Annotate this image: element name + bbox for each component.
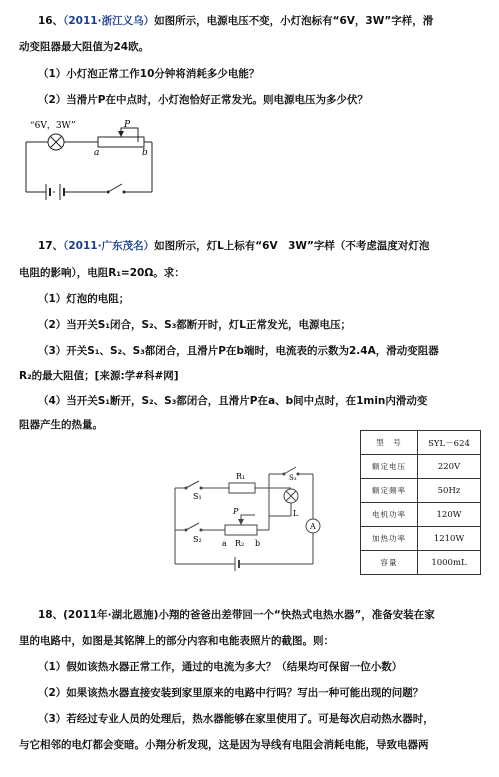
q17-label-l: L (293, 509, 299, 518)
q17-switch-s1-icon (185, 481, 203, 490)
q17-rheostat-r2 (225, 525, 257, 535)
q16-end-b: b (142, 148, 148, 158)
spec-key: 电机功率 (361, 503, 418, 527)
q17-label-s3: S₃ (289, 474, 297, 482)
q16-bulb-rating: “6V，3W” (30, 121, 76, 131)
q16-stem-1: 如图所示，电源电压不变，小灯泡标有“6V，3W”字样，滑 (154, 15, 434, 27)
q17-stem-line-1 (0, 239, 499, 253)
table-row (361, 503, 481, 527)
q17-end-a: a (222, 539, 227, 548)
q17-source: （2011·广东茂名） (63, 240, 155, 252)
q17-sub3-line-2: R₂的最大阻值；[来源:学#科#网] (19, 370, 179, 382)
q16-battery-icon (46, 184, 64, 200)
spec-value: 1000mL (418, 551, 481, 575)
spec-value: SYL－624 (418, 431, 481, 455)
q16-number: 16、 (38, 15, 64, 27)
q18-stem-1: 小翔的爸爸出差带回一个“快热式电热水器”，准备安装在家 (158, 609, 435, 621)
q17-sub2: （2）当开关S₁闭合，S₂、S₃都断开时，灯L正常发光，电源电压； (38, 319, 351, 331)
q16-switch-icon (107, 184, 126, 194)
q17-slider-p: P (233, 507, 239, 516)
table-row (361, 551, 481, 575)
spec-key: 容量 (361, 551, 418, 575)
q18-stem-line-1 (0, 608, 499, 622)
q17-lamp-icon (284, 489, 298, 503)
table-row (361, 455, 481, 479)
q16-source: （2011·浙江义乌） (63, 15, 155, 27)
q18-sub3-line-2: 与它相邻的电灯都会变暗。小翔分析发现，这是因为导线有电阻会消耗电能，导致电器两 (19, 739, 429, 751)
q18-stem-2: 里的电路中，如图是其铭牌上的部分内容和电能表照片的截图。则： (19, 635, 334, 647)
q17-circuit-figure (165, 466, 335, 574)
q17-switch-s2-icon (185, 523, 203, 532)
q16-end-a: a (94, 148, 100, 158)
q17-label-s2: S₂ (193, 535, 202, 544)
q17-label-r2: R₂ (235, 539, 245, 548)
table-row (361, 431, 481, 455)
q17-resistor-r1 (229, 483, 255, 493)
q17-sub4-line-2: 阻器产生的热量。 (19, 419, 103, 431)
q17-ammeter-icon (306, 519, 320, 533)
spec-value: 1210W (418, 527, 481, 551)
q17-stem-2: 电阻的影响），电阻R₁=20Ω。求： (19, 267, 185, 279)
table-row (361, 479, 481, 503)
q18-sub1: （1）假如该热水器正常工作，通过的电流为多大？（结果均可保留一位小数） (38, 661, 403, 673)
spec-key: 型 号 (361, 431, 418, 455)
spec-key: 额定频率 (361, 479, 418, 503)
q17-sub4-line-1: （4）当开关S₁断开，S₂、S₃都闭合，且滑片P在a、b间中点时，在1min内滑动变 (38, 395, 428, 407)
q17-stem-1: 如图所示，灯L上标有“6V 3W”字样（不考虑温度对灯泡 (154, 240, 430, 252)
q16-stem-2: 动变阻器最大阻值为24欧。 (19, 41, 150, 53)
q17-number: 17、 (38, 240, 64, 252)
q16-stem-line-1 (0, 14, 499, 28)
q18-number: 18、 (38, 609, 64, 621)
spec-key: 加热功率 (361, 527, 418, 551)
q18-sub2: （2）如果该热水器直接安装到家里原来的电路中行吗？写出一种可能出现的问题？ (38, 687, 424, 699)
q17-label-r1: R₁ (236, 472, 246, 481)
q17-sub3-line-1: （3）开关S₁、S₂、S₃都闭合，且滑片P在b端时，电流表的示数为2.4A，滑动变阻器 (38, 345, 439, 357)
q18-source: (2011年·湖北恩施) (63, 609, 159, 621)
table-row (361, 527, 481, 551)
q18-sub3-line-1: （3）若经过专业人员的处理后，热水器能够在家里使用了。可是每次启动热水器时， (38, 713, 434, 725)
q16-slider-p: P (124, 120, 131, 130)
q16-sub2: （2）当滑片P在中点时，小灯泡恰好正常发光。则电源电压为多少伏？ (38, 94, 369, 106)
q16-bulb-icon (48, 134, 64, 150)
spec-table (360, 430, 481, 575)
spec-value: 50Hz (418, 479, 481, 503)
q16-circuit-figure (22, 118, 162, 206)
q16-sub1: （1）小灯泡正常工作10分钟将消耗多少电能？ (38, 68, 260, 80)
q16-rheostat (98, 137, 144, 147)
spec-value: 220V (418, 455, 481, 479)
q17-ammeter-label: A (310, 522, 316, 531)
q17-end-b: b (255, 539, 261, 548)
spec-key: 额定电压 (361, 455, 418, 479)
q17-battery-icon (235, 557, 239, 571)
spec-value: 120W (418, 503, 481, 527)
q17-sub1: （1）灯泡的电阻； (38, 293, 130, 305)
q17-label-s1: S₁ (193, 492, 202, 501)
